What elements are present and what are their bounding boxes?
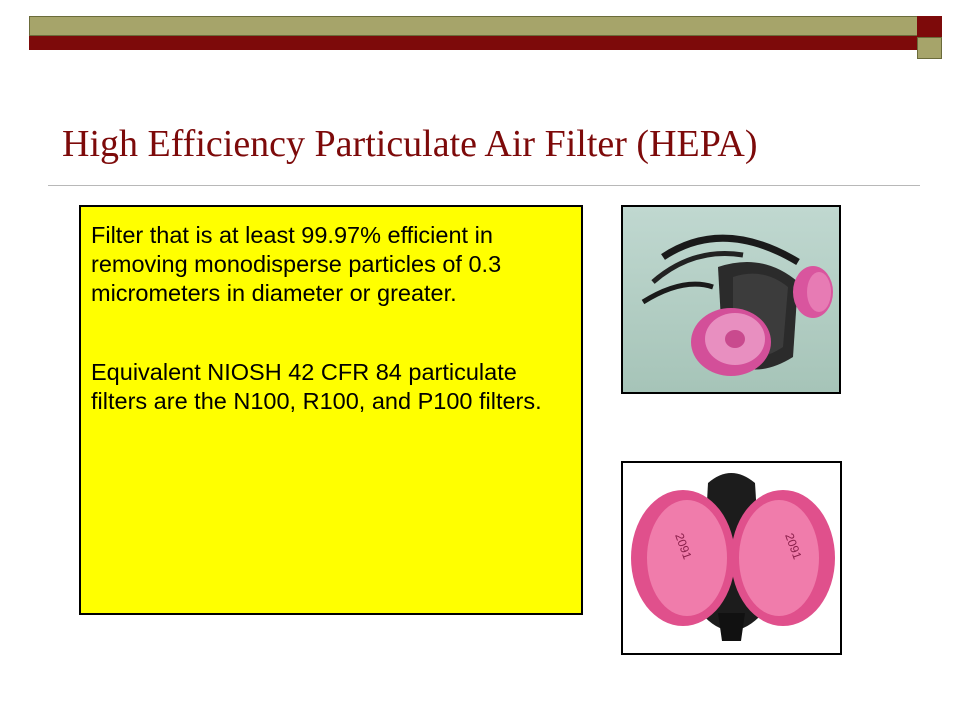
header-maroon-bar — [29, 36, 917, 50]
p100-cartridge-respirator-photo — [621, 461, 842, 655]
title-divider — [48, 185, 920, 186]
definition-paragraph: Filter that is at least 99.97% efficient in removing monodisperse particles of 0.3 micrometers in diameter or greater. — [91, 222, 502, 306]
cartridge-label-left: 2091 — [672, 531, 695, 562]
corner-olive-square — [917, 37, 942, 59]
half-mask-respirator-icon — [623, 207, 839, 392]
slide-title: High Efficiency Particulate Air Filter (HEPA) — [62, 123, 758, 165]
header-olive-bar — [29, 16, 942, 36]
corner-maroon-square — [917, 16, 942, 37]
equivalent-filters-paragraph: Equivalent NIOSH 42 CFR 84 particulate filters are the N100, R100, and P100 filters. — [91, 359, 542, 414]
p100-respirator-icon — [623, 463, 840, 653]
cartridge-label-right: 2091 — [782, 531, 805, 562]
definition-textbox — [79, 205, 583, 615]
half-mask-respirator-photo — [621, 205, 841, 394]
